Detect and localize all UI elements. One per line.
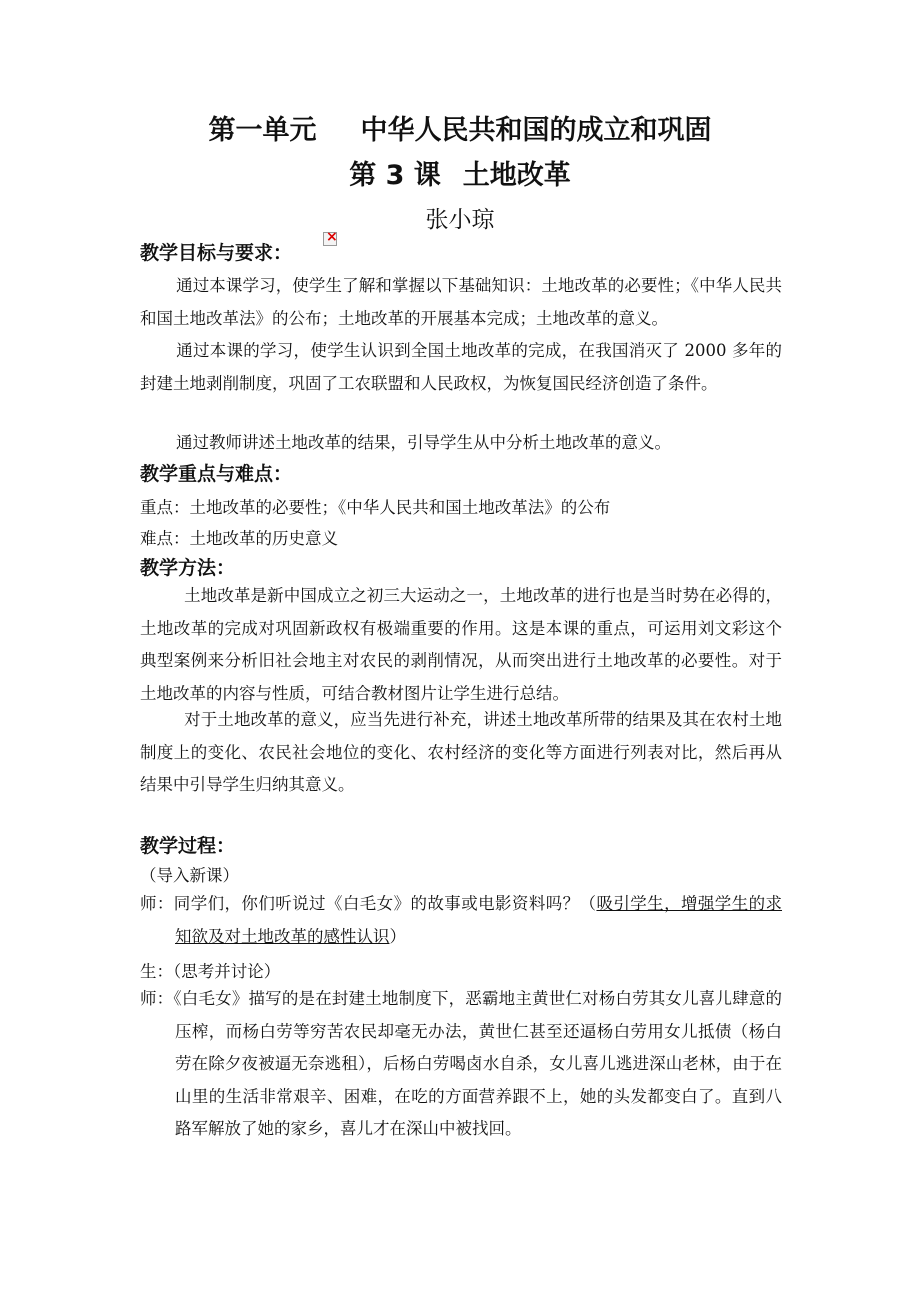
teacher-line-1-text: 师：同学们，你们听说过《白毛女》的故事或电影资料吗？（ xyxy=(140,894,597,913)
objectives-paragraph-1 xyxy=(140,270,782,335)
process-heading: 教学过程： xyxy=(140,835,236,857)
unit-title xyxy=(0,108,920,147)
broken-image-icon xyxy=(323,232,337,246)
student-line-1: 生：（思考并讨论） xyxy=(140,962,281,981)
unit-number: 第一单元 xyxy=(208,115,317,146)
teacher-line-2: 师：《白毛女》描写的是在封建土地制度下，恶霸地主黄世仁对杨白劳其女儿喜儿肆意的压榨，而杨白劳等穷苦农民却毫无办法，黄世仁甚至还逼杨白劳用女儿抵债（杨白劳在除夕夜被逼无奈逃租），后杨白劳喝卤水自杀，女儿喜儿逃进深山老林，由于在山里的生活非常艰辛、困难，在吃的方面营养跟不上，她的头发都变白了。直到八路军解放了她的家乡，喜儿才在深山中被找回。 xyxy=(140,989,782,1138)
method-heading: 教学方法： xyxy=(140,557,236,579)
method-paragraph-2-text: 对于土地改革的意义，应当先进行补充，讲述土地改革所带的结果及其在农村土地制度上的变化、农民社会地位的变化、农村经济的变化等方面进行列表对比，然后再从结果中引导学生归纳其意义。 xyxy=(140,710,782,794)
objectives-paragraph-1-text: 通过本课学习，使学生了解和掌握以下基础知识：土地改革的必要性；《中华人民共和国土地改革法》的公布；土地改革的开展基本完成；土地改革的意义。 xyxy=(140,276,782,328)
method-paragraph-2 xyxy=(140,704,782,802)
teacher-line-1-close: ） xyxy=(389,926,406,946)
unit-name: 中华人民共和国的成立和巩固 xyxy=(360,115,712,146)
method-paragraph-1-text: 土地改革是新中国成立之初三大运动之一，土地改革的进行也是当时势在必得的，土地改革的完成对巩固新政权有极端重要的作用。这是本课的重点，可运用刘文彩这个典型案例来分析旧社会地主对农民的剥削情况，从而突出进行土地改革的必要性。对于土地改革的内容与性质，可结合教材图片让学生进行总结。 xyxy=(140,586,782,703)
objectives-heading: 教学目标与要求： xyxy=(140,242,293,264)
method-paragraph-1 xyxy=(140,580,782,710)
objectives-paragraph-3 xyxy=(140,427,782,460)
objectives-paragraph-2 xyxy=(140,335,782,400)
teacher-line-1-note: 吸引学生，增强学生的求知欲及对土地改革的感性认识 xyxy=(175,894,783,946)
key-points-heading: 教学重点与难点： xyxy=(140,463,293,485)
intro-label: （导入新课） xyxy=(140,866,239,885)
difficult-point-line: 难点：土地改革的历史意义 xyxy=(140,529,338,548)
author-name: 张小琼 xyxy=(425,207,495,233)
objectives-paragraph-2-text: 通过本课的学习，使学生认识到全国土地改革的完成，在我国消灭了 2000 多年的封建土地剥削制度，巩固了工农联盟和人民政权，为恢复国民经济创造了条件。 xyxy=(140,341,782,393)
teacher-line-1 xyxy=(140,888,782,953)
lesson-title xyxy=(0,153,920,192)
lesson-name: 土地改革 xyxy=(462,160,571,191)
key-point-line: 重点：土地改革的必要性；《中华人民共和国土地改革法》的公布 xyxy=(140,498,611,517)
lesson-number: 第 3 课 xyxy=(349,160,441,191)
objectives-paragraph-3-text: 通过教师讲述土地改革的结果，引导学生从中分析土地改革的意义。 xyxy=(176,433,671,452)
